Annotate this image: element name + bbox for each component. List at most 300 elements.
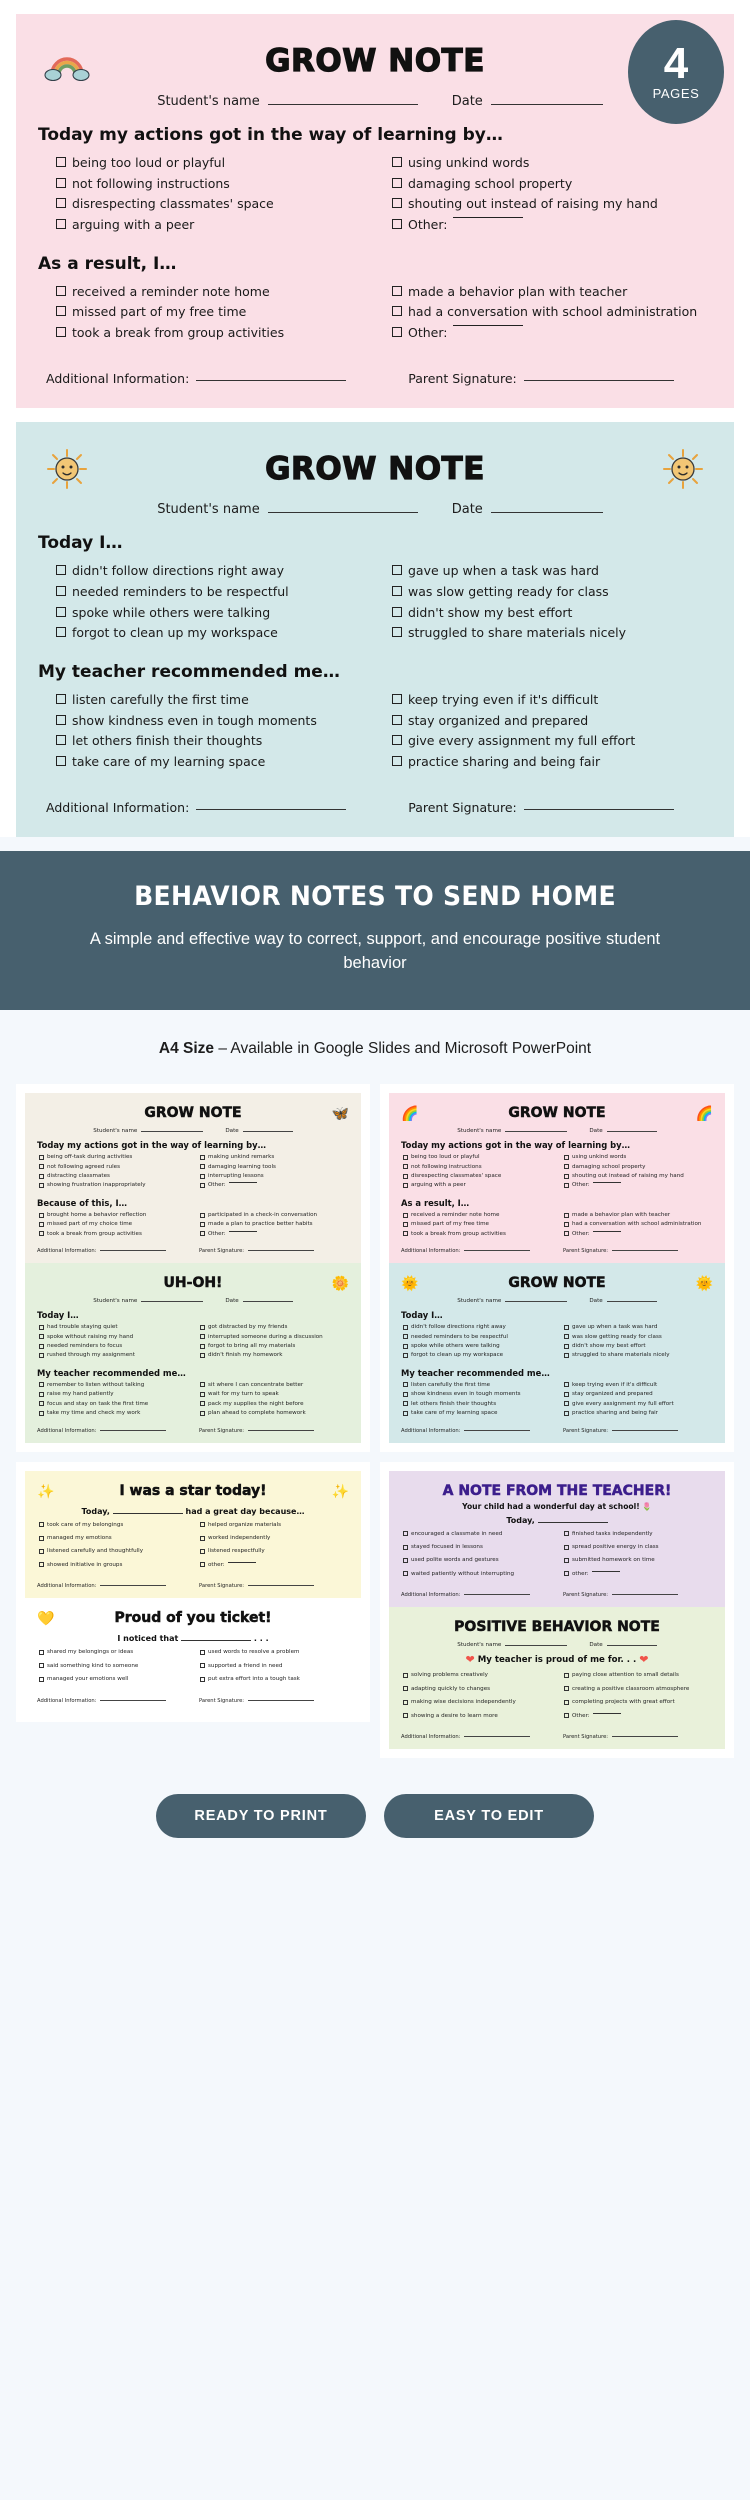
student-name-field[interactable] [457,1128,567,1134]
checkbox-icon[interactable] [56,715,66,725]
checkbox-option[interactable] [564,1531,715,1537]
checkbox-icon[interactable] [403,1155,408,1160]
date-field[interactable] [589,1642,656,1648]
checkbox-icon[interactable] [392,607,402,617]
checkbox-icon[interactable] [39,1382,44,1387]
checkbox-option[interactable] [403,1231,554,1237]
checkbox-icon[interactable] [56,627,66,637]
additional-information-input-line[interactable] [464,1594,530,1595]
checkbox-icon[interactable] [200,1522,205,1527]
checkbox-icon[interactable] [392,157,402,167]
checkbox-option[interactable] [200,1343,351,1349]
checkbox-option[interactable] [56,563,376,579]
checkbox-icon[interactable] [403,1411,408,1416]
checkbox-option[interactable] [39,1676,190,1682]
checkbox-icon[interactable] [564,1700,569,1705]
thumb-lightgreen-positive-note[interactable] [389,1607,725,1749]
checkbox-option[interactable] [56,733,376,749]
checkbox-option[interactable] [56,584,376,600]
checkbox-option[interactable] [392,713,712,729]
student-name-field[interactable] [157,94,418,109]
other-input-line[interactable] [593,1182,621,1183]
student-name-input-line[interactable] [141,1301,203,1302]
checkbox-option[interactable] [56,284,376,300]
checkbox-option[interactable] [39,1548,190,1554]
date-field[interactable] [452,502,603,517]
checkbox-icon[interactable] [200,1536,205,1541]
additional-information-field[interactable] [37,1248,189,1254]
checkbox-option[interactable] [403,1182,554,1188]
checkbox-option[interactable] [403,1154,554,1160]
checkbox-option[interactable] [392,217,712,233]
checkbox-option[interactable] [200,1212,351,1218]
checkbox-option[interactable] [564,1713,715,1719]
checkbox-option[interactable] [39,1182,190,1188]
checkbox-option[interactable] [564,1672,715,1678]
checkbox-icon[interactable] [200,1325,205,1330]
checkbox-icon[interactable] [200,1164,205,1169]
parent-signature-field[interactable] [199,1248,351,1254]
noticed-input-line[interactable] [181,1640,251,1641]
checkbox-option[interactable] [56,605,376,621]
checkbox-icon[interactable] [392,586,402,596]
checkbox-option[interactable] [56,692,376,708]
checkbox-icon[interactable] [56,586,66,596]
checkbox-icon[interactable] [39,1411,44,1416]
checkbox-icon[interactable] [200,1562,205,1567]
checkbox-icon[interactable] [56,198,66,208]
checkbox-option[interactable] [403,1686,554,1692]
checkbox-icon[interactable] [403,1382,408,1387]
parent-signature-field[interactable] [408,371,712,386]
checkbox-icon[interactable] [392,219,402,229]
checkbox-option[interactable] [403,1324,554,1330]
checkbox-option[interactable] [392,325,712,341]
checkbox-icon[interactable] [403,1673,408,1678]
thumb-cream-grow-note[interactable] [25,1093,361,1263]
checkbox-icon[interactable] [39,1536,44,1541]
checkbox-icon[interactable] [200,1353,205,1358]
checkbox-icon[interactable] [200,1155,205,1160]
checkbox-icon[interactable] [564,1183,569,1188]
parent-signature-input-line[interactable] [612,1736,678,1737]
checkbox-icon[interactable] [200,1344,205,1349]
additional-information-input-line[interactable] [196,809,346,810]
student-name-input-line[interactable] [505,1131,567,1132]
checkbox-icon[interactable] [403,1164,408,1169]
checkbox-icon[interactable] [564,1213,569,1218]
checkbox-icon[interactable] [564,1155,569,1160]
checkbox-icon[interactable] [39,1213,44,1218]
checkbox-icon[interactable] [403,1334,408,1339]
checkbox-option[interactable] [200,1154,351,1160]
checkbox-option[interactable] [56,325,376,341]
checkbox-icon[interactable] [56,178,66,188]
checkbox-option[interactable] [403,1352,554,1358]
checkbox-option[interactable] [39,1535,190,1541]
checkbox-icon[interactable] [564,1686,569,1691]
student-name-input-line[interactable] [141,1131,203,1132]
checkbox-icon[interactable] [39,1522,44,1527]
checkbox-option[interactable] [200,1391,351,1397]
checkbox-option[interactable] [403,1672,554,1678]
additional-information-field[interactable] [37,1583,189,1589]
parent-signature-input-line[interactable] [248,1250,314,1251]
checkbox-icon[interactable] [403,1231,408,1236]
checkbox-option[interactable] [564,1410,715,1416]
checkbox-icon[interactable] [403,1531,408,1536]
parent-signature-field[interactable] [563,1734,715,1740]
thumb-green-uhoh[interactable] [25,1263,361,1442]
checkbox-icon[interactable] [39,1663,44,1668]
checkbox-icon[interactable] [39,1650,44,1655]
student-name-field[interactable] [93,1298,203,1304]
checkbox-option[interactable] [564,1154,715,1160]
checkbox-option[interactable] [56,155,376,171]
checkbox-icon[interactable] [200,1411,205,1416]
thumb-purple-teacher-note[interactable] [389,1471,725,1608]
checkbox-icon[interactable] [403,1344,408,1349]
additional-information-field[interactable] [46,371,386,386]
checkbox-icon[interactable] [39,1562,44,1567]
checkbox-option[interactable] [56,304,376,320]
parent-signature-field[interactable] [563,1428,715,1434]
checkbox-icon[interactable] [39,1231,44,1236]
checkbox-icon[interactable] [56,735,66,745]
additional-information-input-line[interactable] [100,1700,166,1701]
checkbox-option[interactable] [403,1401,554,1407]
student-name-input-line[interactable] [268,104,418,105]
checkbox-icon[interactable] [564,1334,569,1339]
checkbox-option[interactable] [403,1531,554,1537]
checkbox-option[interactable] [392,733,712,749]
checkbox-option[interactable] [403,1221,554,1227]
checkbox-option[interactable] [392,155,712,171]
checkbox-icon[interactable] [403,1174,408,1179]
checkbox-option[interactable] [200,1173,351,1179]
student-name-field[interactable] [93,1128,203,1134]
checkbox-icon[interactable] [39,1222,44,1227]
checkbox-icon[interactable] [392,178,402,188]
checkbox-icon[interactable] [392,735,402,745]
checkbox-icon[interactable] [56,565,66,575]
checkbox-icon[interactable] [403,1571,408,1576]
checkbox-icon[interactable] [392,327,402,337]
easy-to-edit-button[interactable]: EASY TO EDIT [384,1794,594,1838]
checkbox-option[interactable] [200,1401,351,1407]
checkbox-icon[interactable] [200,1222,205,1227]
checkbox-icon[interactable] [564,1673,569,1678]
checkbox-option[interactable] [39,1649,190,1655]
checkbox-icon[interactable] [564,1174,569,1179]
other-input-line[interactable] [228,1562,256,1563]
parent-signature-field[interactable] [199,1583,351,1589]
checkbox-option[interactable] [39,1391,190,1397]
parent-signature-input-line[interactable] [612,1430,678,1431]
checkbox-icon[interactable] [56,157,66,167]
date-input-line[interactable] [607,1131,657,1132]
checkbox-icon[interactable] [564,1531,569,1536]
additional-information-field[interactable] [401,1248,553,1254]
checkbox-option[interactable] [200,1649,351,1655]
checkbox-icon[interactable] [200,1382,205,1387]
other-input-line[interactable] [229,1231,257,1232]
checkbox-icon[interactable] [403,1183,408,1188]
checkbox-option[interactable] [200,1676,351,1682]
other-input-line[interactable] [229,1182,257,1183]
checkbox-option[interactable] [200,1663,351,1669]
checkbox-option[interactable] [39,1334,190,1340]
checkbox-option[interactable] [39,1382,190,1388]
checkbox-icon[interactable] [39,1334,44,1339]
checkbox-option[interactable] [564,1571,715,1577]
checkbox-icon[interactable] [392,286,402,296]
checkbox-icon[interactable] [564,1558,569,1563]
additional-information-field[interactable] [37,1428,189,1434]
checkbox-icon[interactable] [403,1558,408,1563]
student-name-input-line[interactable] [505,1645,567,1646]
checkbox-option[interactable] [39,1352,190,1358]
parent-signature-input-line[interactable] [612,1250,678,1251]
checkbox-icon[interactable] [56,607,66,617]
checkbox-icon[interactable] [200,1392,205,1397]
checkbox-icon[interactable] [39,1164,44,1169]
checkbox-option[interactable] [56,217,376,233]
additional-information-input-line[interactable] [100,1430,166,1431]
checkbox-icon[interactable] [392,627,402,637]
checkbox-option[interactable] [392,605,712,621]
thumb-yellow-star-today[interactable] [25,1471,361,1599]
checkbox-icon[interactable] [403,1686,408,1691]
checkbox-icon[interactable] [200,1183,205,1188]
checkbox-option[interactable] [200,1522,351,1528]
checkbox-option[interactable] [56,754,376,770]
additional-information-input-line[interactable] [196,380,346,381]
checkbox-icon[interactable] [403,1401,408,1406]
checkbox-option[interactable] [403,1699,554,1705]
checkbox-option[interactable] [56,196,376,212]
additional-information-field[interactable] [37,1698,189,1704]
checkbox-icon[interactable] [39,1353,44,1358]
checkbox-icon[interactable] [403,1700,408,1705]
checkbox-option[interactable] [403,1173,554,1179]
checkbox-option[interactable] [564,1686,715,1692]
student-name-field[interactable] [157,502,418,517]
checkbox-option[interactable] [403,1343,554,1349]
additional-information-field[interactable] [401,1428,553,1434]
checkbox-icon[interactable] [564,1401,569,1406]
checkbox-option[interactable] [39,1231,190,1237]
checkbox-icon[interactable] [56,756,66,766]
checkbox-icon[interactable] [39,1401,44,1406]
checkbox-icon[interactable] [200,1549,205,1554]
checkbox-icon[interactable] [564,1713,569,1718]
checkbox-icon[interactable] [200,1231,205,1236]
checkbox-option[interactable] [200,1382,351,1388]
checkbox-icon[interactable] [39,1155,44,1160]
checkbox-icon[interactable] [564,1231,569,1236]
checkbox-icon[interactable] [403,1222,408,1227]
checkbox-option[interactable] [564,1343,715,1349]
checkbox-icon[interactable] [39,1677,44,1682]
additional-information-field[interactable] [401,1592,553,1598]
checkbox-icon[interactable] [564,1344,569,1349]
additional-information-field[interactable] [401,1734,553,1740]
checkbox-option[interactable] [39,1562,190,1568]
checkbox-option[interactable] [200,1164,351,1170]
checkbox-icon[interactable] [392,306,402,316]
date-field[interactable] [589,1298,656,1304]
checkbox-option[interactable] [39,1401,190,1407]
checkbox-icon[interactable] [56,219,66,229]
checkbox-option[interactable] [200,1231,351,1237]
checkbox-icon[interactable] [564,1571,569,1576]
other-input-line[interactable] [592,1571,620,1572]
parent-signature-input-line[interactable] [248,1585,314,1586]
additional-information-input-line[interactable] [464,1430,530,1431]
date-input-line[interactable] [491,104,603,105]
checkbox-option[interactable] [564,1557,715,1563]
parent-signature-field[interactable] [199,1428,351,1434]
checkbox-option[interactable] [564,1391,715,1397]
checkbox-icon[interactable] [403,1545,408,1550]
checkbox-option[interactable] [200,1410,351,1416]
checkbox-option[interactable] [200,1182,351,1188]
checkbox-option[interactable] [39,1173,190,1179]
checkbox-option[interactable] [200,1324,351,1330]
checkbox-option[interactable] [200,1548,351,1554]
parent-signature-field[interactable] [563,1248,715,1254]
checkbox-icon[interactable] [392,715,402,725]
student-name-field[interactable] [457,1298,567,1304]
checkbox-icon[interactable] [56,327,66,337]
checkbox-option[interactable] [200,1352,351,1358]
checkbox-icon[interactable] [39,1344,44,1349]
checkbox-icon[interactable] [200,1213,205,1218]
parent-signature-field[interactable] [199,1698,351,1704]
checkbox-icon[interactable] [564,1325,569,1330]
parent-signature-field[interactable] [408,800,712,815]
checkbox-option[interactable] [564,1401,715,1407]
parent-signature-field[interactable] [563,1592,715,1598]
checkbox-option[interactable] [564,1221,715,1227]
checkbox-option[interactable] [39,1212,190,1218]
thumbnail-sheet[interactable] [380,1084,734,1451]
checkbox-option[interactable] [392,284,712,300]
checkbox-icon[interactable] [564,1545,569,1550]
thumb-pink-grow-note[interactable] [389,1093,725,1263]
checkbox-icon[interactable] [564,1411,569,1416]
additional-information-field[interactable] [46,800,386,815]
today-input-line[interactable] [538,1522,608,1523]
thumb-teal-grow-note[interactable] [389,1263,725,1442]
ready-to-print-button[interactable]: READY TO PRINT [156,1794,366,1838]
checkbox-icon[interactable] [403,1213,408,1218]
checkbox-option[interactable] [56,713,376,729]
checkbox-icon[interactable] [403,1353,408,1358]
thumbnail-sheet[interactable] [16,1084,370,1451]
parent-signature-input-line[interactable] [524,809,674,810]
checkbox-option[interactable] [39,1221,190,1227]
student-name-field[interactable] [457,1642,567,1648]
checkbox-option[interactable] [392,584,712,600]
checkbox-icon[interactable] [200,1334,205,1339]
other-input-line[interactable] [593,1231,621,1232]
checkbox-icon[interactable] [392,198,402,208]
checkbox-option[interactable] [56,625,376,641]
date-input-line[interactable] [607,1645,657,1646]
checkbox-icon[interactable] [392,756,402,766]
checkbox-option[interactable] [403,1557,554,1563]
checkbox-icon[interactable] [39,1392,44,1397]
checkbox-option[interactable] [392,563,712,579]
today-input-line[interactable] [113,1513,183,1514]
checkbox-icon[interactable] [56,286,66,296]
thumbnail-sheet[interactable] [16,1462,370,1722]
parent-signature-input-line[interactable] [612,1594,678,1595]
checkbox-icon[interactable] [564,1164,569,1169]
checkbox-icon[interactable] [392,565,402,575]
checkbox-icon[interactable] [39,1174,44,1179]
checkbox-icon[interactable] [200,1174,205,1179]
checkbox-option[interactable] [200,1535,351,1541]
checkbox-icon[interactable] [39,1325,44,1330]
checkbox-option[interactable] [564,1382,715,1388]
checkbox-icon[interactable] [56,694,66,704]
checkbox-icon[interactable] [200,1663,205,1668]
thumbnail-sheet[interactable] [380,1462,734,1758]
checkbox-option[interactable] [403,1713,554,1719]
checkbox-option[interactable] [39,1343,190,1349]
checkbox-option[interactable] [403,1164,554,1170]
checkbox-icon[interactable] [403,1392,408,1397]
checkbox-option[interactable] [403,1571,554,1577]
checkbox-option[interactable] [200,1562,351,1568]
checkbox-option[interactable] [200,1334,351,1340]
checkbox-option[interactable] [564,1324,715,1330]
date-input-line[interactable] [607,1301,657,1302]
checkbox-icon[interactable] [564,1392,569,1397]
checkbox-icon[interactable] [403,1713,408,1718]
checkbox-option[interactable] [564,1231,715,1237]
checkbox-option[interactable] [39,1164,190,1170]
checkbox-option[interactable] [200,1221,351,1227]
checkbox-option[interactable] [39,1522,190,1528]
date-field[interactable] [225,1298,292,1304]
date-field[interactable] [589,1128,656,1134]
checkbox-option[interactable] [403,1544,554,1550]
checkbox-option[interactable] [564,1352,715,1358]
checkbox-icon[interactable] [564,1222,569,1227]
checkbox-option[interactable] [403,1382,554,1388]
date-input-line[interactable] [243,1131,293,1132]
checkbox-icon[interactable] [564,1353,569,1358]
date-field[interactable] [452,94,603,109]
checkbox-icon[interactable] [39,1549,44,1554]
checkbox-option[interactable] [564,1699,715,1705]
checkbox-option[interactable] [403,1212,554,1218]
checkbox-icon[interactable] [39,1183,44,1188]
checkbox-option[interactable] [564,1212,715,1218]
checkbox-option[interactable] [564,1182,715,1188]
thumb-white-proud-ticket[interactable] [25,1598,361,1712]
checkbox-icon[interactable] [200,1677,205,1682]
parent-signature-input-line[interactable] [248,1430,314,1431]
checkbox-option[interactable] [564,1334,715,1340]
checkbox-option[interactable] [39,1410,190,1416]
checkbox-option[interactable] [56,176,376,192]
checkbox-option[interactable] [39,1324,190,1330]
